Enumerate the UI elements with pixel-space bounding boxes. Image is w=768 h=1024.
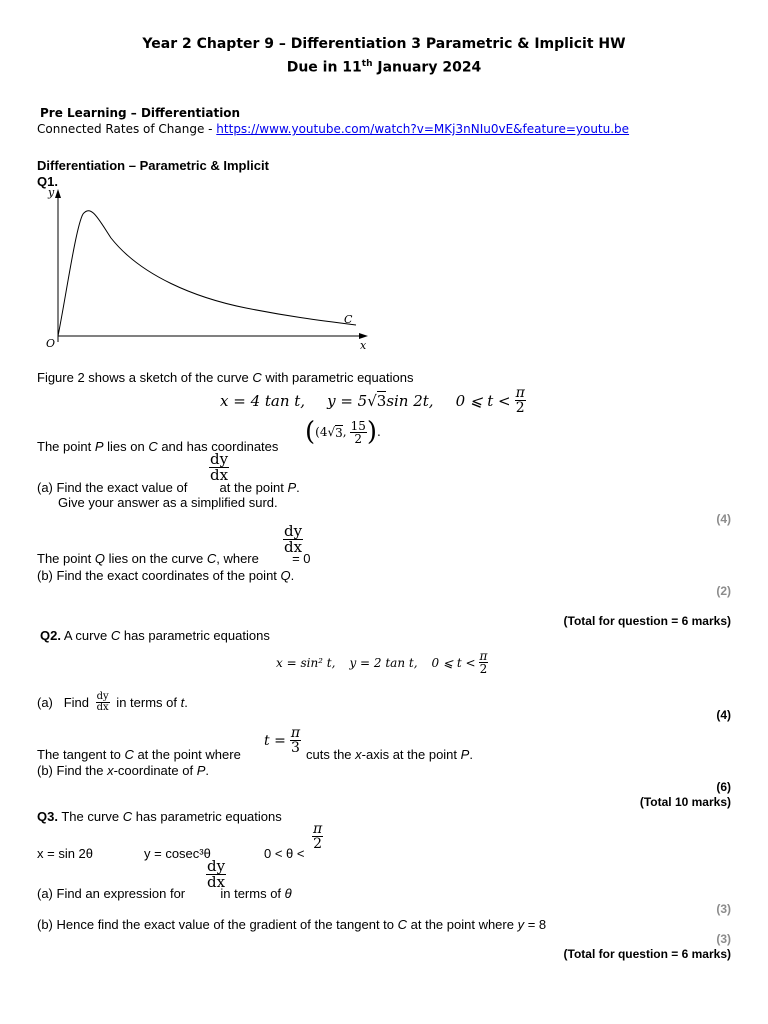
q2-intro: Q2. A curve C has parametric equations [40,628,270,643]
due-date: Due in 11th January 2024 [286,59,482,76]
q2a-question: (a) Find $\frac{dy}{dx}$ in terms of t . [37,691,188,713]
y-axis-label: y [48,186,55,199]
q3-eq-range: 0 < θ < [264,846,305,861]
q2-tangent-text-end: cuts the x-axis at the point P. [306,747,473,762]
q2b-question: (b) Find the x-coordinate of P. [37,763,209,778]
q1b-question: (b) Find the exact coordinates of the point Q. [37,568,295,583]
q1-figure [36,186,376,352]
q1-point-q-text: The point Q lies on the curve C, where = 0 [37,551,311,566]
q1a-derivative: $\frac{dy}{dx}$ [210,450,229,484]
document-title: Year 2 Chapter 9 – Differentiation 3 Parametric & Implicit HW [142,36,626,52]
q2b-marks: (6) [716,780,731,794]
q2a-marks: (4) [716,708,731,722]
curve-label: C [344,313,353,326]
q2-parametric-equations: x = sin² t, y = 2 tan t, 0 ⩽ t < $\frac{\pi}{2}$ [276,649,488,676]
y-axis-arrow [55,189,61,198]
q1-point-p-text: The point P lies on C and has coordinates [37,439,279,454]
q2-total: (Total 10 marks) [639,795,731,809]
q1a-marks: (4) [716,512,731,526]
q3-total: (Total for question = 6 marks) [563,947,731,961]
q2-t-value: t = $\frac{\pi}{3}$ [264,725,301,756]
q1-intro: Figure 2 shows a sketch of the curve C with parametric equations [37,370,414,385]
x-axis-label: x [360,339,367,352]
q1-parametric-equations: x = 4 tan t, y = 5√3sin 2t, 0 ⩽ t < $\frac{\pi}{2}$ [220,385,525,416]
q1-label: Q1. [37,174,58,189]
pre-learning-link-row: Connected Rates of Change - https://www.youtube.com/watch?v=MKj3nNIu0vE&feature=youtu.be [37,122,630,136]
origin-label: O [46,337,56,350]
q1b-derivative: $\frac{dy}{dx}$ [284,522,303,556]
q3b-question: (b) Hence find the exact value of the gradient of the tangent to C at the point where y = 8 [37,917,547,932]
q3a-question: (a) Find an expression for in terms of θ [37,886,292,901]
section-heading: Differentiation – Parametric & Implicit [37,158,269,173]
q1a-instruction: Give your answer as a simplified surd. [58,495,278,510]
q3-eq-y: y = cosec³θ [144,846,211,861]
q2-tangent-text: The tangent to C at the point where [37,747,241,762]
pre-learning-heading: Pre Learning – Differentiation [40,106,241,120]
q3-range-fraction: $\frac{\pi}{2}$ [313,821,323,852]
q1a-question: (a) Find the exact value of at the point P. [37,480,300,495]
q1-total: (Total for question = 6 marks) [563,614,731,628]
q1b-marks: (2) [716,584,731,598]
q3-intro: Q3. The curve C has parametric equations [37,809,282,824]
q3a-marks: (3) [716,902,731,916]
curve-c [58,211,356,336]
q3-eq-x: x = sin 2θ [37,846,94,861]
q1-point-p-coordinates: ( (4 √ 3 , $\frac{15}{2}$ ) . [305,417,381,447]
youtube-link[interactable]: https://www.youtube.com/watch?v=MKj3nNIu0vE&feature=youtu.be [216,122,630,136]
q3b-marks: (3) [716,932,731,946]
q3a-derivative: $\frac{dy}{dx}$ [207,857,226,891]
